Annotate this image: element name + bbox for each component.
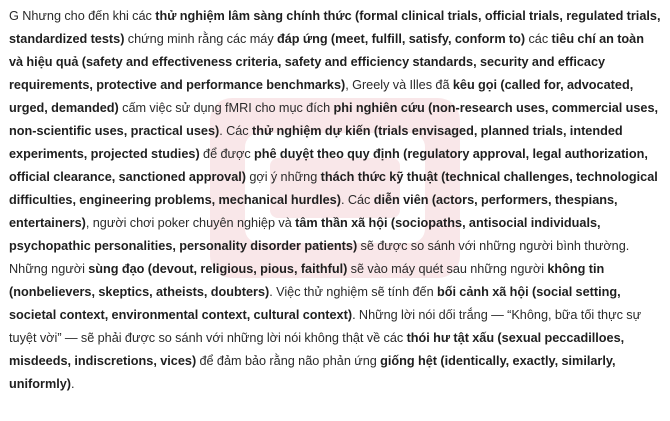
bold-term: đáp ứng (meet, fulfill, satisfy, conform to) [277,32,526,46]
text-run: G Nhưng cho đến khi các [9,9,156,23]
bold-term: thử nghiệm lâm sàng chính thức (formal clinical trials, official trials, regulated trials, standardized tests) [9,9,661,46]
text-run: . Việc thử nghiệm sẽ tính đến [269,285,437,299]
body-paragraph [9,5,661,396]
text-run: để được [199,147,254,161]
bold-term: tiêu chí an toàn và hiệu quả (safety and effectiveness criteria, safety and efficiency standards, security and efficacy requirements, protective and performance benchmarks) [9,32,644,92]
text-run: chứng minh rằng các máy [124,32,277,46]
text-run: , Greely và Illes đã [345,78,453,92]
text-run: sẽ vào máy quét sau những người [347,262,548,276]
bold-term: phê duyệt theo quy định (regulatory approval, legal authorization, official clearance, sanctioned approval) [9,147,648,184]
text-run: sẽ được so sánh với những người bình thường. Những người [9,239,630,276]
bold-term: không tin (nonbelievers, skeptics, atheists, doubters) [9,262,605,299]
text-run: , người chơi poker chuyên nghiệp và [85,216,296,230]
bold-term: phi nghiên cứu (non-research uses, commercial uses, non-scientific uses, practical uses) [9,101,659,138]
text-run: các [525,32,552,46]
bold-term: bối cảnh xã hội (social setting, societal context, environmental context, cultural context) [9,285,621,322]
bold-term: thử nghiệm dự kiến (trials envisaged, planned trials, intended experiments, projected studies) [9,124,623,161]
text-run: . [71,377,75,391]
bold-term: diễn viên (actors, performers, thespians, entertainers) [9,193,618,230]
text-run: . Các [340,193,374,207]
bold-term: thói hư tật xấu (sexual peccadilloes, misdeeds, indiscretions, vices) [9,331,625,368]
text-run: gợi ý những [246,170,321,184]
text-run: để đảm bảo rằng não phản ứng [196,354,381,368]
bold-term: sùng đạo (devout, religious, pious, faithful) [88,262,348,276]
bold-term: thách thức kỹ thuật (technical challenges, technological difficulties, engineering problems, mechanical hurdles) [9,170,658,207]
bold-term: tâm thần xã hội (sociopaths, antisocial individuals, psychopathic personalities, personality disorder patients) [9,216,601,253]
text-run: . Những lời nói dối trắng — “Không, bữa tối thực sự tuyệt vời” — sẽ phải được so sánh với những lời nói không thật về các [9,308,642,345]
bold-term: kêu gọi (called for, advocated, urged, demanded) [9,78,634,115]
text-run: cấm việc sử dụng fMRI cho mục đích [118,101,334,115]
bold-term: giống hệt (identically, exactly, similarly, uniformly) [9,354,616,391]
text-run: . Các [219,124,252,138]
